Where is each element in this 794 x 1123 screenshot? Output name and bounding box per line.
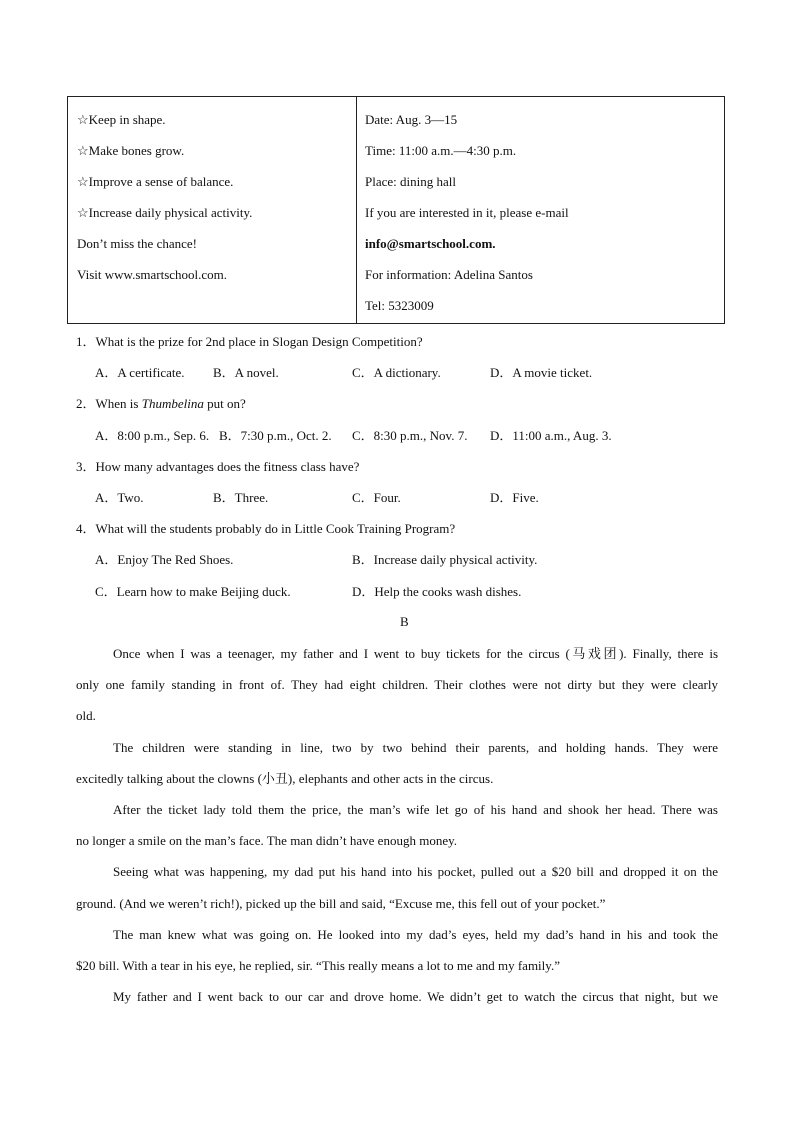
question-number: 3． xyxy=(76,459,96,474)
question-text: put on? xyxy=(203,396,246,411)
info-table xyxy=(67,96,725,324)
question-2 xyxy=(76,394,246,414)
question-1-option-b: B．A novel. xyxy=(213,365,279,380)
question-number: 1． xyxy=(76,334,96,349)
info-table-left-column xyxy=(68,97,357,323)
passage-line: ground. (And we weren’t rich!), picked up the bill and said, “Excuse me, this fell out of your pocket.” xyxy=(76,896,606,911)
info-right-line: Date: Aug. 3—15 xyxy=(365,112,458,127)
info-left-line: ☆Improve a sense of balance. xyxy=(77,174,234,189)
question-3-option-a: A．Two. xyxy=(95,490,144,505)
info-right-line: Place: dining hall xyxy=(365,174,456,189)
question-title-italic: Thumbelina xyxy=(141,396,204,411)
info-left-line: Visit www.smartschool.com. xyxy=(77,267,228,282)
info-left-line: ☆Increase daily physical activity. xyxy=(77,205,253,220)
question-2-option-d: D．11:00 a.m., Aug. 3. xyxy=(490,428,612,443)
passage-line: Once when I was a teenager, my father and I went to buy tickets for the circus (马戏团). Finally, there is xyxy=(113,646,718,661)
section-heading: B xyxy=(400,614,409,629)
passage-line: After the ticket lady told them the price, the man’s wife let go of his hand and shook her head. There was xyxy=(113,802,718,817)
info-right-line: Tel: 5323009 xyxy=(365,298,434,313)
passage-line: The children were standing in line, two by two behind their parents, and holding hands. They were xyxy=(113,740,718,755)
question-3-option-d: D．Five. xyxy=(490,490,539,505)
question-3-option-b: B．Three. xyxy=(213,490,269,505)
question-number: 2． xyxy=(76,396,96,411)
question-number: 4． xyxy=(76,521,96,536)
question-1-option-c: C．A dictionary. xyxy=(352,365,441,380)
passage-line: only one family standing in front of. They had eight children. Their clothes were not dirty but they were clearly xyxy=(76,677,718,692)
question-1 xyxy=(76,332,423,352)
question-text: When is xyxy=(95,396,142,411)
info-left-line: Don’t miss the chance! xyxy=(77,236,197,251)
info-right-line: Time: 11:00 a.m.—4:30 p.m. xyxy=(365,143,517,158)
question-1-option-a: A．A certificate. xyxy=(95,365,185,380)
question-4 xyxy=(76,519,455,539)
question-3 xyxy=(76,457,359,477)
passage-line: no longer a smile on the man’s face. The man didn’t have enough money. xyxy=(76,833,457,848)
question-4-option-b: B．Increase daily physical activity. xyxy=(352,552,538,567)
passage-line: old. xyxy=(76,708,96,723)
passage-line: My father and I went back to our car and drove home. We didn’t get to watch the circus that night, but we xyxy=(113,989,718,1004)
question-2-option-b: B．7:30 p.m., Oct. 2. xyxy=(219,428,332,443)
info-left-line: ☆Make bones grow. xyxy=(77,143,185,158)
question-3-option-c: C．Four. xyxy=(352,490,401,505)
info-left-line: ☆Keep in shape. xyxy=(77,112,166,127)
info-right-line: For information: Adelina Santos xyxy=(365,267,533,282)
question-4-option-a: A．Enjoy The Red Shoes. xyxy=(95,552,234,567)
passage-line: The man knew what was going on. He looked into my dad’s eyes, held my dad’s hand in his and took the xyxy=(113,927,718,942)
question-2-option-a: A．8:00 p.m., Sep. 6. xyxy=(95,428,210,443)
question-text: What will the students probably do in Little Cook Training Program? xyxy=(95,521,456,536)
question-4-option-d: D．Help the cooks wash dishes. xyxy=(352,584,522,599)
passage-line: Seeing what was happening, my dad put his hand into his pocket, pulled out a $20 bill and dropped it on the xyxy=(113,864,718,879)
question-text: What is the prize for 2nd place in Slogan Design Competition? xyxy=(95,334,423,349)
email-address: info@smartschool.com. xyxy=(365,236,496,251)
passage-line: excitedly talking about the clowns (小丑), elephants and other acts in the circus. xyxy=(76,771,494,786)
info-right-line: If you are interested in it, please e-mail xyxy=(365,205,569,220)
passage-line: $20 bill. With a tear in his eye, he replied, sir. “This really means a lot to me and my family.” xyxy=(76,958,560,973)
question-text: How many advantages does the fitness class have? xyxy=(95,459,360,474)
question-1-option-d: D．A movie ticket. xyxy=(490,365,593,380)
info-table-right-column xyxy=(357,97,724,323)
question-4-option-c: C．Learn how to make Beijing duck. xyxy=(95,584,291,599)
question-2-option-c: C．8:30 p.m., Nov. 7. xyxy=(352,428,468,443)
